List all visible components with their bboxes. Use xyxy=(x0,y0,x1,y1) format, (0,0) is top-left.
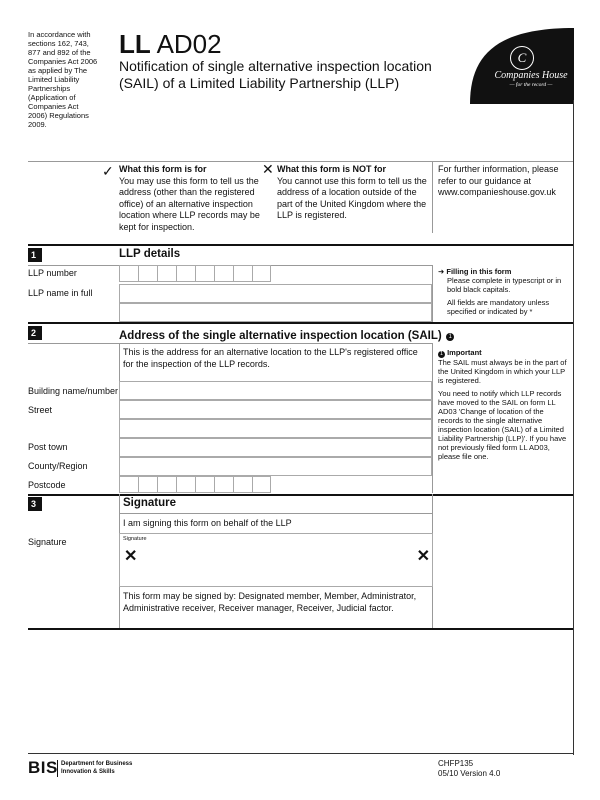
logo-name: Companies House xyxy=(494,70,568,81)
section3-sub-rule xyxy=(119,513,433,514)
section2-number: 2 xyxy=(28,326,42,340)
section3-number: 3 xyxy=(28,497,42,511)
form-code-bold: LL xyxy=(119,29,151,59)
post-town-label: Post town xyxy=(28,442,68,452)
section3-bottom-rule xyxy=(28,628,573,630)
arrow-icon: ➜ xyxy=(438,267,447,276)
companies-house-logo xyxy=(458,24,574,104)
is-for-text: You may use this form to tell us the address (other than the registered office) of an alternative inspection location where LLP records may be kept for inspection. xyxy=(119,175,260,232)
llp-name-input-line1[interactable] xyxy=(119,284,432,303)
section2-intro: This is the address for an alternative location to the LLP's registered office for the inspection of the LLP records. xyxy=(123,347,418,369)
section2-title: Address of the single alternative inspection location (SAIL) xyxy=(119,330,442,342)
logo-tagline: — for the record — xyxy=(509,82,553,88)
section2-intro-vr xyxy=(119,343,120,381)
section2-side-vr xyxy=(432,343,433,493)
info-number-icon: 1 xyxy=(446,333,454,341)
county-input[interactable] xyxy=(119,457,432,476)
signature-box[interactable] xyxy=(119,533,433,587)
department-line2: Innovation & Skills xyxy=(61,768,115,775)
department-line1: Department for Business xyxy=(61,761,133,767)
info-text: For further information, please refer to our guidance at www.companieshouse.gov.uk xyxy=(438,164,559,197)
bis-logo: BIS xyxy=(28,758,58,777)
not-for-title: What this form is NOT for xyxy=(277,164,386,174)
department-name xyxy=(61,761,132,776)
llp-number-input[interactable] xyxy=(119,265,271,282)
section2-rule xyxy=(28,322,573,324)
building-input[interactable] xyxy=(119,381,432,400)
signature-box-label: Signature xyxy=(123,536,147,542)
signers-text: This form may be signed by: Designated member, Member, Administrator, Administrative receiver, Receiver manager, Receiver, Judicial factor. xyxy=(123,591,417,613)
intro-divider xyxy=(28,161,573,162)
footer-rule xyxy=(28,753,573,754)
bis-divider xyxy=(57,760,58,777)
section1-title: LLP details xyxy=(119,248,181,260)
filling-text1: Please complete in typescript or in bold black capitals. xyxy=(447,276,562,294)
right-edge-line xyxy=(573,100,574,755)
form-code-light: AD02 xyxy=(156,29,222,59)
section3-title: Signature xyxy=(123,497,177,509)
section3-rule xyxy=(28,494,573,496)
llp-name-input-line2[interactable] xyxy=(119,303,432,322)
important-text1: The SAIL must always be in the part of the United Kingdom in which your LLP is registered. xyxy=(438,358,567,385)
sign-here-right-icon: ✕ xyxy=(416,548,430,565)
filling-title: Filling in this form xyxy=(446,267,512,276)
signature-label: Signature xyxy=(28,537,67,547)
form-version xyxy=(438,759,500,779)
street-input-line1[interactable] xyxy=(119,400,432,419)
section2-sub-rule xyxy=(28,343,433,344)
llp-name-label: LLP name in full xyxy=(28,288,93,298)
building-label: Building name/number xyxy=(28,386,119,396)
section3-statement: I am signing this form on behalf of the LLP xyxy=(123,518,292,528)
is-for-title: What this form is for xyxy=(119,164,207,174)
chfp-code: CHFP135 xyxy=(438,759,474,768)
section2-side-note xyxy=(438,348,570,461)
county-label: County/Region xyxy=(28,461,88,471)
cross-icon: ✕ xyxy=(262,161,274,177)
crown-emblem-icon: C xyxy=(510,46,534,70)
section1-side-vr xyxy=(432,265,433,322)
street-label: Street xyxy=(28,405,53,415)
intro-vr xyxy=(432,161,433,233)
version-text: 05/10 Version 4.0 xyxy=(438,769,501,778)
postcode-label: Postcode xyxy=(28,480,66,490)
section1-number: 1 xyxy=(28,248,42,262)
not-for-text: You cannot use this form to tell us the address of a location outside of the part of the United Kingdom where the LLP is registered. xyxy=(277,175,427,220)
street-input-line2[interactable] xyxy=(119,419,432,438)
important-text2: You need to notify which LLP records have moved to the SAIL on form LL AD03 'Change of location of the records to the single alternative inspection location (SAIL) of a Limited Liability Partnership (LLP)'. If you have not previously filed form LL AD03, please file one. xyxy=(438,389,567,461)
is-for-block xyxy=(119,164,269,233)
section1-side-note xyxy=(438,267,570,316)
filling-text2: All fields are mandatory unless specified or indicated by * xyxy=(447,298,550,316)
important-number-icon: 1 xyxy=(439,351,444,357)
post-town-input[interactable] xyxy=(119,438,432,457)
sign-here-left-icon: ✕ xyxy=(124,548,138,565)
llp-number-label: LLP number xyxy=(28,268,77,278)
not-for-block xyxy=(277,164,429,222)
section1-rule xyxy=(28,244,573,246)
form-code xyxy=(119,30,222,58)
important-title: Important xyxy=(447,348,482,357)
section2-heading xyxy=(119,326,454,344)
check-icon: ✓ xyxy=(102,163,114,179)
postcode-input[interactable] xyxy=(119,476,271,493)
form-title: Notification of single alternative inspection location (SAIL) of a Limited Liability Partnership (LLP) xyxy=(119,58,432,91)
legal-note: In accordance with sections 162, 743, 877 and 892 of the Companies Act 2006 as applied by The Limited Liability Partnerships (Application of Companies Act 2006) Regulations 2009. xyxy=(28,30,98,129)
